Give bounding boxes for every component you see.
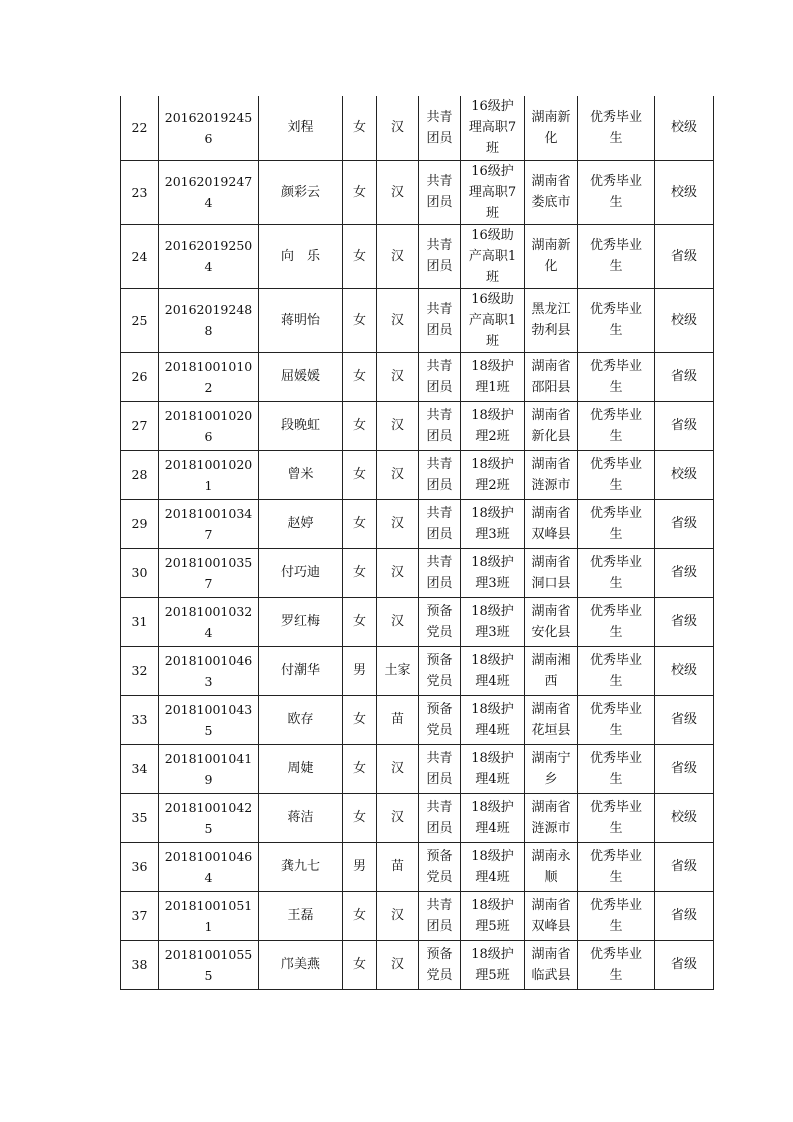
class-name-cell: 18级护理1班 [461, 352, 525, 401]
ethnicity-cell: 汉 [377, 96, 419, 160]
student-id-cell: 201810010102 [159, 352, 259, 401]
student-id-cell: 201810010347 [159, 499, 259, 548]
ethnicity-cell: 汉 [377, 352, 419, 401]
graduate-roster-table [120, 96, 714, 990]
honor-level-cell: 省级 [655, 842, 714, 891]
student-id-cell: 201810010357 [159, 548, 259, 597]
table-row [121, 744, 714, 793]
roster-body [121, 96, 714, 989]
gender-cell: 女 [343, 352, 377, 401]
place-of-origin-cell: 湖南省安化县 [525, 597, 578, 646]
student-id-cell: 201620192504 [159, 224, 259, 288]
ethnicity-cell: 汉 [377, 597, 419, 646]
row-number-cell: 29 [121, 499, 159, 548]
student-name-cell: 向 乐 [259, 224, 343, 288]
class-name-cell: 18级护理3班 [461, 597, 525, 646]
honor-level-cell: 省级 [655, 891, 714, 940]
class-name-cell: 16级助产高职1班 [461, 288, 525, 352]
gender-cell: 女 [343, 548, 377, 597]
row-number-cell: 38 [121, 940, 159, 989]
honor-title-cell: 优秀毕业生 [578, 288, 655, 352]
honor-title-cell: 优秀毕业生 [578, 450, 655, 499]
ethnicity-cell: 汉 [377, 744, 419, 793]
student-name-cell: 曾米 [259, 450, 343, 499]
row-number-cell: 22 [121, 96, 159, 160]
class-name-cell: 18级护理4班 [461, 842, 525, 891]
ethnicity-cell: 汉 [377, 891, 419, 940]
honor-level-cell: 省级 [655, 940, 714, 989]
place-of-origin-cell: 湖南省双峰县 [525, 891, 578, 940]
political-status-cell: 共青团员 [419, 352, 461, 401]
place-of-origin-cell: 湖南湘西 [525, 646, 578, 695]
gender-cell: 女 [343, 744, 377, 793]
honor-title-cell: 优秀毕业生 [578, 224, 655, 288]
student-name-cell: 龚九七 [259, 842, 343, 891]
honor-level-cell: 省级 [655, 224, 714, 288]
student-name-cell: 刘程 [259, 96, 343, 160]
table-row [121, 160, 714, 224]
place-of-origin-cell: 湖南省涟源市 [525, 793, 578, 842]
student-name-cell: 颜彩云 [259, 160, 343, 224]
student-name-cell: 蒋明怡 [259, 288, 343, 352]
honor-level-cell: 省级 [655, 401, 714, 450]
honor-title-cell: 优秀毕业生 [578, 597, 655, 646]
student-id-cell: 201810010206 [159, 401, 259, 450]
class-name-cell: 18级护理2班 [461, 450, 525, 499]
row-number-cell: 31 [121, 597, 159, 646]
honor-title-cell: 优秀毕业生 [578, 695, 655, 744]
honor-level-cell: 校级 [655, 288, 714, 352]
place-of-origin-cell: 湖南省临武县 [525, 940, 578, 989]
place-of-origin-cell: 湖南省花垣县 [525, 695, 578, 744]
class-name-cell: 18级护理4班 [461, 744, 525, 793]
student-name-cell: 付潮华 [259, 646, 343, 695]
class-name-cell: 18级护理5班 [461, 891, 525, 940]
place-of-origin-cell: 湖南省娄底市 [525, 160, 578, 224]
row-number-cell: 32 [121, 646, 159, 695]
ethnicity-cell: 苗 [377, 842, 419, 891]
place-of-origin-cell: 黑龙江勃利县 [525, 288, 578, 352]
table-row [121, 548, 714, 597]
honor-level-cell: 省级 [655, 695, 714, 744]
gender-cell: 女 [343, 96, 377, 160]
student-id-cell: 201810010324 [159, 597, 259, 646]
place-of-origin-cell: 湖南省涟源市 [525, 450, 578, 499]
student-name-cell: 王磊 [259, 891, 343, 940]
honor-title-cell: 优秀毕业生 [578, 401, 655, 450]
row-number-cell: 25 [121, 288, 159, 352]
ethnicity-cell: 汉 [377, 548, 419, 597]
place-of-origin-cell: 湖南新化 [525, 224, 578, 288]
table-row [121, 695, 714, 744]
gender-cell: 女 [343, 224, 377, 288]
table-row [121, 597, 714, 646]
class-name-cell: 18级护理4班 [461, 646, 525, 695]
place-of-origin-cell: 湖南省洞口县 [525, 548, 578, 597]
honor-title-cell: 优秀毕业生 [578, 160, 655, 224]
political-status-cell: 共青团员 [419, 450, 461, 499]
honor-title-cell: 优秀毕业生 [578, 646, 655, 695]
honor-title-cell: 优秀毕业生 [578, 891, 655, 940]
table-row [121, 793, 714, 842]
ethnicity-cell: 汉 [377, 288, 419, 352]
honor-level-cell: 校级 [655, 450, 714, 499]
political-status-cell: 共青团员 [419, 96, 461, 160]
student-id-cell: 201620192456 [159, 96, 259, 160]
place-of-origin-cell: 湖南新化 [525, 96, 578, 160]
place-of-origin-cell: 湖南省新化县 [525, 401, 578, 450]
honor-title-cell: 优秀毕业生 [578, 793, 655, 842]
student-name-cell: 邝美燕 [259, 940, 343, 989]
gender-cell: 女 [343, 450, 377, 499]
class-name-cell: 18级护理4班 [461, 695, 525, 744]
political-status-cell: 共青团员 [419, 224, 461, 288]
student-name-cell: 屈媛媛 [259, 352, 343, 401]
honor-level-cell: 省级 [655, 352, 714, 401]
table-row [121, 940, 714, 989]
gender-cell: 女 [343, 891, 377, 940]
honor-title-cell: 优秀毕业生 [578, 499, 655, 548]
place-of-origin-cell: 湖南省双峰县 [525, 499, 578, 548]
political-status-cell: 预备党员 [419, 842, 461, 891]
gender-cell: 女 [343, 695, 377, 744]
student-name-cell: 周婕 [259, 744, 343, 793]
gender-cell: 女 [343, 160, 377, 224]
gender-cell: 女 [343, 499, 377, 548]
student-id-cell: 201810010555 [159, 940, 259, 989]
row-number-cell: 33 [121, 695, 159, 744]
ethnicity-cell: 汉 [377, 940, 419, 989]
table-row [121, 288, 714, 352]
student-name-cell: 罗红梅 [259, 597, 343, 646]
student-id-cell: 201810010435 [159, 695, 259, 744]
honor-title-cell: 优秀毕业生 [578, 548, 655, 597]
political-status-cell: 预备党员 [419, 597, 461, 646]
honor-level-cell: 省级 [655, 548, 714, 597]
table-row [121, 352, 714, 401]
class-name-cell: 18级护理3班 [461, 499, 525, 548]
student-id-cell: 201810010419 [159, 744, 259, 793]
class-name-cell: 18级护理5班 [461, 940, 525, 989]
table-row [121, 450, 714, 499]
row-number-cell: 30 [121, 548, 159, 597]
gender-cell: 男 [343, 842, 377, 891]
row-number-cell: 34 [121, 744, 159, 793]
table-row [121, 842, 714, 891]
honor-title-cell: 优秀毕业生 [578, 842, 655, 891]
political-status-cell: 预备党员 [419, 940, 461, 989]
place-of-origin-cell: 湖南省邵阳县 [525, 352, 578, 401]
political-status-cell: 共青团员 [419, 744, 461, 793]
class-name-cell: 18级护理4班 [461, 793, 525, 842]
gender-cell: 女 [343, 940, 377, 989]
table-row [121, 499, 714, 548]
ethnicity-cell: 汉 [377, 224, 419, 288]
class-name-cell: 18级护理2班 [461, 401, 525, 450]
student-id-cell: 201620192488 [159, 288, 259, 352]
student-name-cell: 欧存 [259, 695, 343, 744]
row-number-cell: 35 [121, 793, 159, 842]
political-status-cell: 共青团员 [419, 288, 461, 352]
student-name-cell: 付巧迪 [259, 548, 343, 597]
document-page [120, 96, 713, 990]
student-id-cell: 201620192474 [159, 160, 259, 224]
student-id-cell: 201810010463 [159, 646, 259, 695]
row-number-cell: 28 [121, 450, 159, 499]
gender-cell: 女 [343, 793, 377, 842]
honor-level-cell: 校级 [655, 160, 714, 224]
honor-title-cell: 优秀毕业生 [578, 352, 655, 401]
student-id-cell: 201810010464 [159, 842, 259, 891]
student-name-cell: 段晚虹 [259, 401, 343, 450]
gender-cell: 男 [343, 646, 377, 695]
honor-level-cell: 校级 [655, 793, 714, 842]
table-row [121, 891, 714, 940]
ethnicity-cell: 汉 [377, 160, 419, 224]
political-status-cell: 共青团员 [419, 499, 461, 548]
honor-level-cell: 校级 [655, 646, 714, 695]
class-name-cell: 16级护理高职7班 [461, 160, 525, 224]
student-id-cell: 201810010201 [159, 450, 259, 499]
ethnicity-cell: 汉 [377, 450, 419, 499]
gender-cell: 女 [343, 288, 377, 352]
ethnicity-cell: 土家 [377, 646, 419, 695]
row-number-cell: 27 [121, 401, 159, 450]
political-status-cell: 预备党员 [419, 695, 461, 744]
class-name-cell: 16级助产高职1班 [461, 224, 525, 288]
gender-cell: 女 [343, 401, 377, 450]
class-name-cell: 18级护理3班 [461, 548, 525, 597]
student-id-cell: 201810010425 [159, 793, 259, 842]
political-status-cell: 预备党员 [419, 646, 461, 695]
row-number-cell: 24 [121, 224, 159, 288]
place-of-origin-cell: 湖南永顺 [525, 842, 578, 891]
row-number-cell: 26 [121, 352, 159, 401]
row-number-cell: 23 [121, 160, 159, 224]
honor-level-cell: 省级 [655, 744, 714, 793]
table-row [121, 401, 714, 450]
ethnicity-cell: 苗 [377, 695, 419, 744]
table-row [121, 96, 714, 160]
political-status-cell: 共青团员 [419, 891, 461, 940]
political-status-cell: 共青团员 [419, 160, 461, 224]
class-name-cell: 16级护理高职7班 [461, 96, 525, 160]
honor-title-cell: 优秀毕业生 [578, 96, 655, 160]
political-status-cell: 共青团员 [419, 401, 461, 450]
ethnicity-cell: 汉 [377, 499, 419, 548]
honor-level-cell: 省级 [655, 597, 714, 646]
honor-title-cell: 优秀毕业生 [578, 940, 655, 989]
honor-level-cell: 校级 [655, 96, 714, 160]
political-status-cell: 共青团员 [419, 793, 461, 842]
political-status-cell: 共青团员 [419, 548, 461, 597]
gender-cell: 女 [343, 597, 377, 646]
table-row [121, 224, 714, 288]
table-row [121, 646, 714, 695]
row-number-cell: 36 [121, 842, 159, 891]
student-name-cell: 赵婷 [259, 499, 343, 548]
honor-title-cell: 优秀毕业生 [578, 744, 655, 793]
place-of-origin-cell: 湖南宁乡 [525, 744, 578, 793]
student-name-cell: 蒋洁 [259, 793, 343, 842]
ethnicity-cell: 汉 [377, 793, 419, 842]
honor-level-cell: 省级 [655, 499, 714, 548]
row-number-cell: 37 [121, 891, 159, 940]
ethnicity-cell: 汉 [377, 401, 419, 450]
student-id-cell: 201810010511 [159, 891, 259, 940]
